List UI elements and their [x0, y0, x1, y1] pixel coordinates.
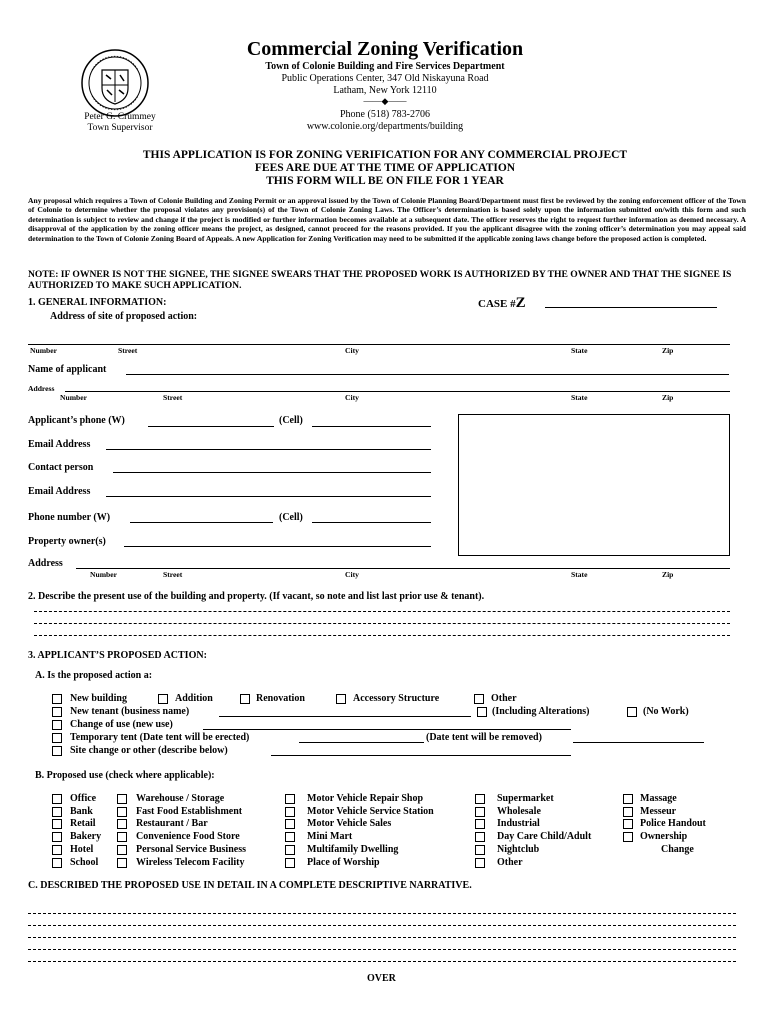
proposed-use-label: Massage: [640, 793, 677, 804]
owner-address-label: Address: [28, 558, 63, 569]
tent-erected-date-field[interactable]: [299, 742, 424, 743]
other-action-label: Other: [491, 693, 517, 704]
col-street: Street: [163, 570, 183, 579]
proposed-use-checkbox[interactable]: [285, 794, 295, 804]
proposed-use-label: Restaurant / Bar: [136, 818, 208, 830]
proposed-use-checkbox[interactable]: [117, 807, 127, 817]
proposed-use-checkbox[interactable]: [117, 794, 127, 804]
col-state: State: [571, 570, 588, 579]
proposed-use-checkbox[interactable]: [475, 845, 485, 855]
business-name-field[interactable]: [219, 716, 471, 717]
contact-email-label: Email Address: [28, 486, 91, 497]
col-number: Number: [30, 346, 57, 355]
col-state: State: [571, 393, 588, 402]
over-label: OVER: [367, 973, 396, 984]
phone-number-label: Phone number (W): [28, 512, 111, 523]
proposed-use-checkbox[interactable]: [475, 807, 485, 817]
proposed-use-checkbox[interactable]: [52, 819, 62, 829]
addition-checkbox[interactable]: [158, 694, 168, 704]
col-city: City: [345, 346, 359, 355]
including-alterations-label: (Including Alterations): [492, 706, 590, 717]
addition-label: Addition: [175, 693, 213, 704]
proposed-use-checkbox[interactable]: [117, 832, 127, 842]
applicant-phone-cell-field[interactable]: [312, 426, 431, 427]
office-use-box: [458, 414, 730, 556]
section3c-heading: C. DESCRIBED THE PROPOSED USE IN DETAIL IN A COMPLETE DESCRIPTIVE NARRATIVE.: [28, 880, 472, 891]
narrative-line4[interactable]: [28, 949, 736, 950]
cell-label: (Cell): [279, 415, 303, 426]
proposed-use-label: Convenience Food Store: [136, 831, 240, 843]
new-building-checkbox[interactable]: [52, 694, 62, 704]
proposed-use-label: Change: [661, 843, 694, 855]
col-number: Number: [90, 570, 117, 579]
proposed-use-label: Supermarket: [497, 793, 554, 804]
applicant-phone-label: Applicant’s phone (W): [28, 415, 125, 426]
proposed-use-label: Motor Vehicle Sales: [307, 818, 392, 830]
new-use-field[interactable]: [203, 729, 571, 730]
col-zip: Zip: [662, 346, 674, 355]
form-title: Commercial Zoning Verification: [246, 38, 524, 60]
owner-address-field[interactable]: [76, 568, 730, 569]
accessory-structure-label: Accessory Structure: [353, 693, 440, 704]
renovation-checkbox[interactable]: [240, 694, 250, 704]
proposed-action-label: A. Is the proposed action a:: [35, 670, 153, 681]
proposed-use-label: Messeur: [640, 805, 677, 817]
applicant-address-field[interactable]: [65, 391, 730, 392]
property-owner-label: Property owner(s): [28, 536, 106, 547]
renovation-label: Renovation: [256, 693, 305, 704]
proposed-use-checkbox[interactable]: [52, 845, 62, 855]
col-street: Street: [118, 346, 138, 355]
supervisor-title: Town Supervisor: [87, 123, 153, 133]
new-tenant-checkbox[interactable]: [52, 707, 62, 717]
department-website[interactable]: www.colonie.org/departments/building: [306, 121, 464, 132]
col-zip: Zip: [662, 393, 674, 402]
applicant-address-label: Address: [28, 384, 55, 393]
change-of-use-label: Change of use (new use): [70, 719, 173, 730]
proposed-use-label: Personal Service Business: [136, 843, 246, 855]
proposed-use-label: Mini Mart: [307, 831, 353, 843]
proposed-use-checkbox[interactable]: [623, 819, 633, 829]
col-street: Street: [163, 393, 183, 402]
proposed-use-label: Warehouse / Storage: [136, 793, 225, 804]
proposed-use-checkbox[interactable]: [623, 807, 633, 817]
applicant-name-field[interactable]: [126, 374, 729, 375]
phone-cell-field[interactable]: [312, 522, 431, 523]
supervisor-name: Peter G. Crummey: [84, 112, 156, 122]
proposed-use-label: Retail: [70, 818, 96, 830]
temporary-tent-label: Temporary tent (Date tent will be erected): [70, 732, 250, 743]
present-use-line1[interactable]: [34, 611, 730, 612]
proposed-use-label: Place of Worship: [307, 856, 380, 868]
site-change-label: Site change or other (describe below): [70, 745, 228, 756]
proposed-use-label: Industrial: [497, 818, 540, 830]
proposed-use-checkbox[interactable]: [285, 858, 295, 868]
notice-line1: THIS APPLICATION IS FOR ZONING VERIFICATION FOR ANY COMMERCIAL PROJECT: [142, 149, 628, 161]
proposed-use-label: Other: [497, 856, 523, 868]
col-city: City: [345, 393, 359, 402]
including-alterations-checkbox[interactable]: [477, 707, 487, 717]
tent-removed-label: (Date tent will be removed): [426, 732, 542, 743]
proposed-use-label: Hotel: [70, 843, 94, 855]
header-divider: ——◆——: [363, 96, 407, 106]
proposed-use-checkbox[interactable]: [52, 794, 62, 804]
proposed-use-checkbox[interactable]: [117, 858, 127, 868]
proposed-use-checkbox[interactable]: [117, 845, 127, 855]
instructions-paragraph: Any proposal which requires a Town of Colonie Building and Zoning Permit or an approval issued by the Town of Colonie Planning Board/Department must first be reviewed by the zoning enforcement officer of the Town of Colonie to determine whether the proposal violates any provision(s) of the Town of Colonie Zoning Laws. The Officer’s determination is based solely upon the information submitted on/with this form and such determination is subject to review and change if the project is modified or further information becomes available at a subsequent date. The officer reserves the right to request further information as deemed necessary. A disapproval of the application by the zoning officer means the project, as designed, cannot proceed for the reasons provided. If you the applicant disagree with the zoning officer’s determination you may appeal said determination to the Town of Colonie Zoning Board of Appeals. A new Application for Zoning Verification may need to be submitted if the applicable zoning laws change before the proposed action is completed.: [28, 196, 746, 243]
no-work-label: (No Work): [643, 706, 689, 717]
property-owner-field[interactable]: [124, 546, 431, 547]
applicant-name-label: Name of applicant: [28, 364, 107, 375]
case-label: CASE #Z: [478, 295, 526, 311]
department-name: Town of Colonie Building and Fire Services Department: [265, 61, 505, 72]
proposed-use-checkbox[interactable]: [285, 845, 295, 855]
proposed-use-checkbox[interactable]: [285, 819, 295, 829]
town-seal: [80, 48, 150, 118]
contact-person-field[interactable]: [113, 472, 431, 473]
site-address-label: Address of site of proposed action:: [50, 311, 198, 322]
new-building-label: New building: [70, 693, 127, 704]
department-address-line2: Latham, New York 12110: [333, 85, 437, 96]
proposed-use-label: Wireless Telecom Facility: [136, 856, 245, 868]
department-address-line1: Public Operations Center, 347 Old Niskayuna Road: [281, 73, 489, 84]
notice-line3: THIS FORM WILL BE ON FILE FOR 1 YEAR: [266, 175, 504, 187]
site-change-field[interactable]: [271, 755, 571, 756]
site-change-checkbox[interactable]: [52, 746, 62, 756]
col-city: City: [345, 570, 359, 579]
section2-heading: 2. Describe the present use of the building and property. (If vacant, so note and list last prior use & tenant).: [28, 591, 485, 602]
narrative-line5[interactable]: [28, 961, 736, 962]
tent-removed-date-field[interactable]: [573, 742, 704, 743]
email-label: Email Address: [28, 439, 91, 450]
case-number-field[interactable]: [545, 307, 717, 308]
proposed-use-checkbox[interactable]: [475, 794, 485, 804]
proposed-use-checkbox[interactable]: [623, 794, 633, 804]
proposed-use-label: Nightclub: [497, 843, 540, 855]
proposed-use-label: Wholesale: [497, 805, 541, 817]
proposed-use-label: Bank: [70, 805, 93, 817]
proposed-use-checkbox[interactable]: [52, 858, 62, 868]
proposed-use-checkbox[interactable]: [475, 832, 485, 842]
section1-heading: 1. GENERAL INFORMATION:: [28, 297, 167, 308]
proposed-use-label: Motor Vehicle Service Station: [307, 805, 434, 817]
narrative-line1[interactable]: [28, 913, 736, 914]
present-use-line2[interactable]: [34, 623, 730, 624]
proposed-use-checkbox[interactable]: [117, 819, 127, 829]
present-use-line3[interactable]: [34, 635, 730, 636]
proposed-use-label: Bakery: [70, 831, 102, 843]
proposed-use-checkbox[interactable]: [52, 832, 62, 842]
site-address-field[interactable]: [28, 344, 730, 345]
other-action-checkbox[interactable]: [474, 694, 484, 704]
narrative-line3[interactable]: [28, 937, 736, 938]
narrative-line2[interactable]: [28, 925, 736, 926]
phone-work-field[interactable]: [130, 522, 273, 523]
notice-line2: FEES ARE DUE AT THE TIME OF APPLICATION: [254, 162, 516, 174]
cell-label: (Cell): [279, 512, 303, 523]
section3-heading: 3. APPLICANT’S PROPOSED ACTION:: [28, 650, 207, 661]
proposed-use-label: Multifamily Dwelling: [307, 843, 399, 855]
accessory-structure-checkbox[interactable]: [336, 694, 346, 704]
proposed-use-label: Motor Vehicle Repair Shop: [307, 793, 424, 804]
proposed-use-label: Fast Food Establishment: [136, 805, 243, 817]
applicant-phone-work-field[interactable]: [148, 426, 274, 427]
col-zip: Zip: [662, 570, 674, 579]
contact-email-field[interactable]: [106, 496, 431, 497]
change-of-use-checkbox[interactable]: [52, 720, 62, 730]
proposed-use-label: B. Proposed use (check where applicable):: [35, 770, 215, 781]
proposed-use-checkbox[interactable]: [285, 807, 295, 817]
proposed-use-checkbox[interactable]: [623, 832, 633, 842]
email-field[interactable]: [106, 449, 431, 450]
owner-note: NOTE: IF OWNER IS NOT THE SIGNEE, THE SIGNEE SWEARS THAT THE PROPOSED WORK IS AUTHORIZED BY THE OWNER AND THAT THE SIGNEE IS AUTHORIZED TO MAKE SUCH APPLICATION.: [28, 269, 732, 291]
col-state: State: [571, 346, 588, 355]
proposed-use-label: Police Handout: [640, 818, 706, 830]
new-tenant-label: New tenant (business name): [70, 706, 190, 717]
no-work-checkbox[interactable]: [627, 707, 637, 717]
col-number: Number: [60, 393, 87, 402]
proposed-use-label: Ownership: [640, 831, 688, 843]
proposed-use-checkbox[interactable]: [475, 858, 485, 868]
proposed-use-checkbox[interactable]: [52, 807, 62, 817]
proposed-use-label: Day Care Child/Adult: [497, 831, 592, 843]
proposed-use-label: Office: [70, 793, 97, 804]
proposed-use-checkbox[interactable]: [475, 819, 485, 829]
temporary-tent-checkbox[interactable]: [52, 733, 62, 743]
proposed-use-checkbox[interactable]: [285, 832, 295, 842]
contact-person-label: Contact person: [28, 462, 94, 473]
department-phone: Phone (518) 783-2706: [340, 109, 430, 120]
proposed-use-label: School: [70, 856, 99, 868]
